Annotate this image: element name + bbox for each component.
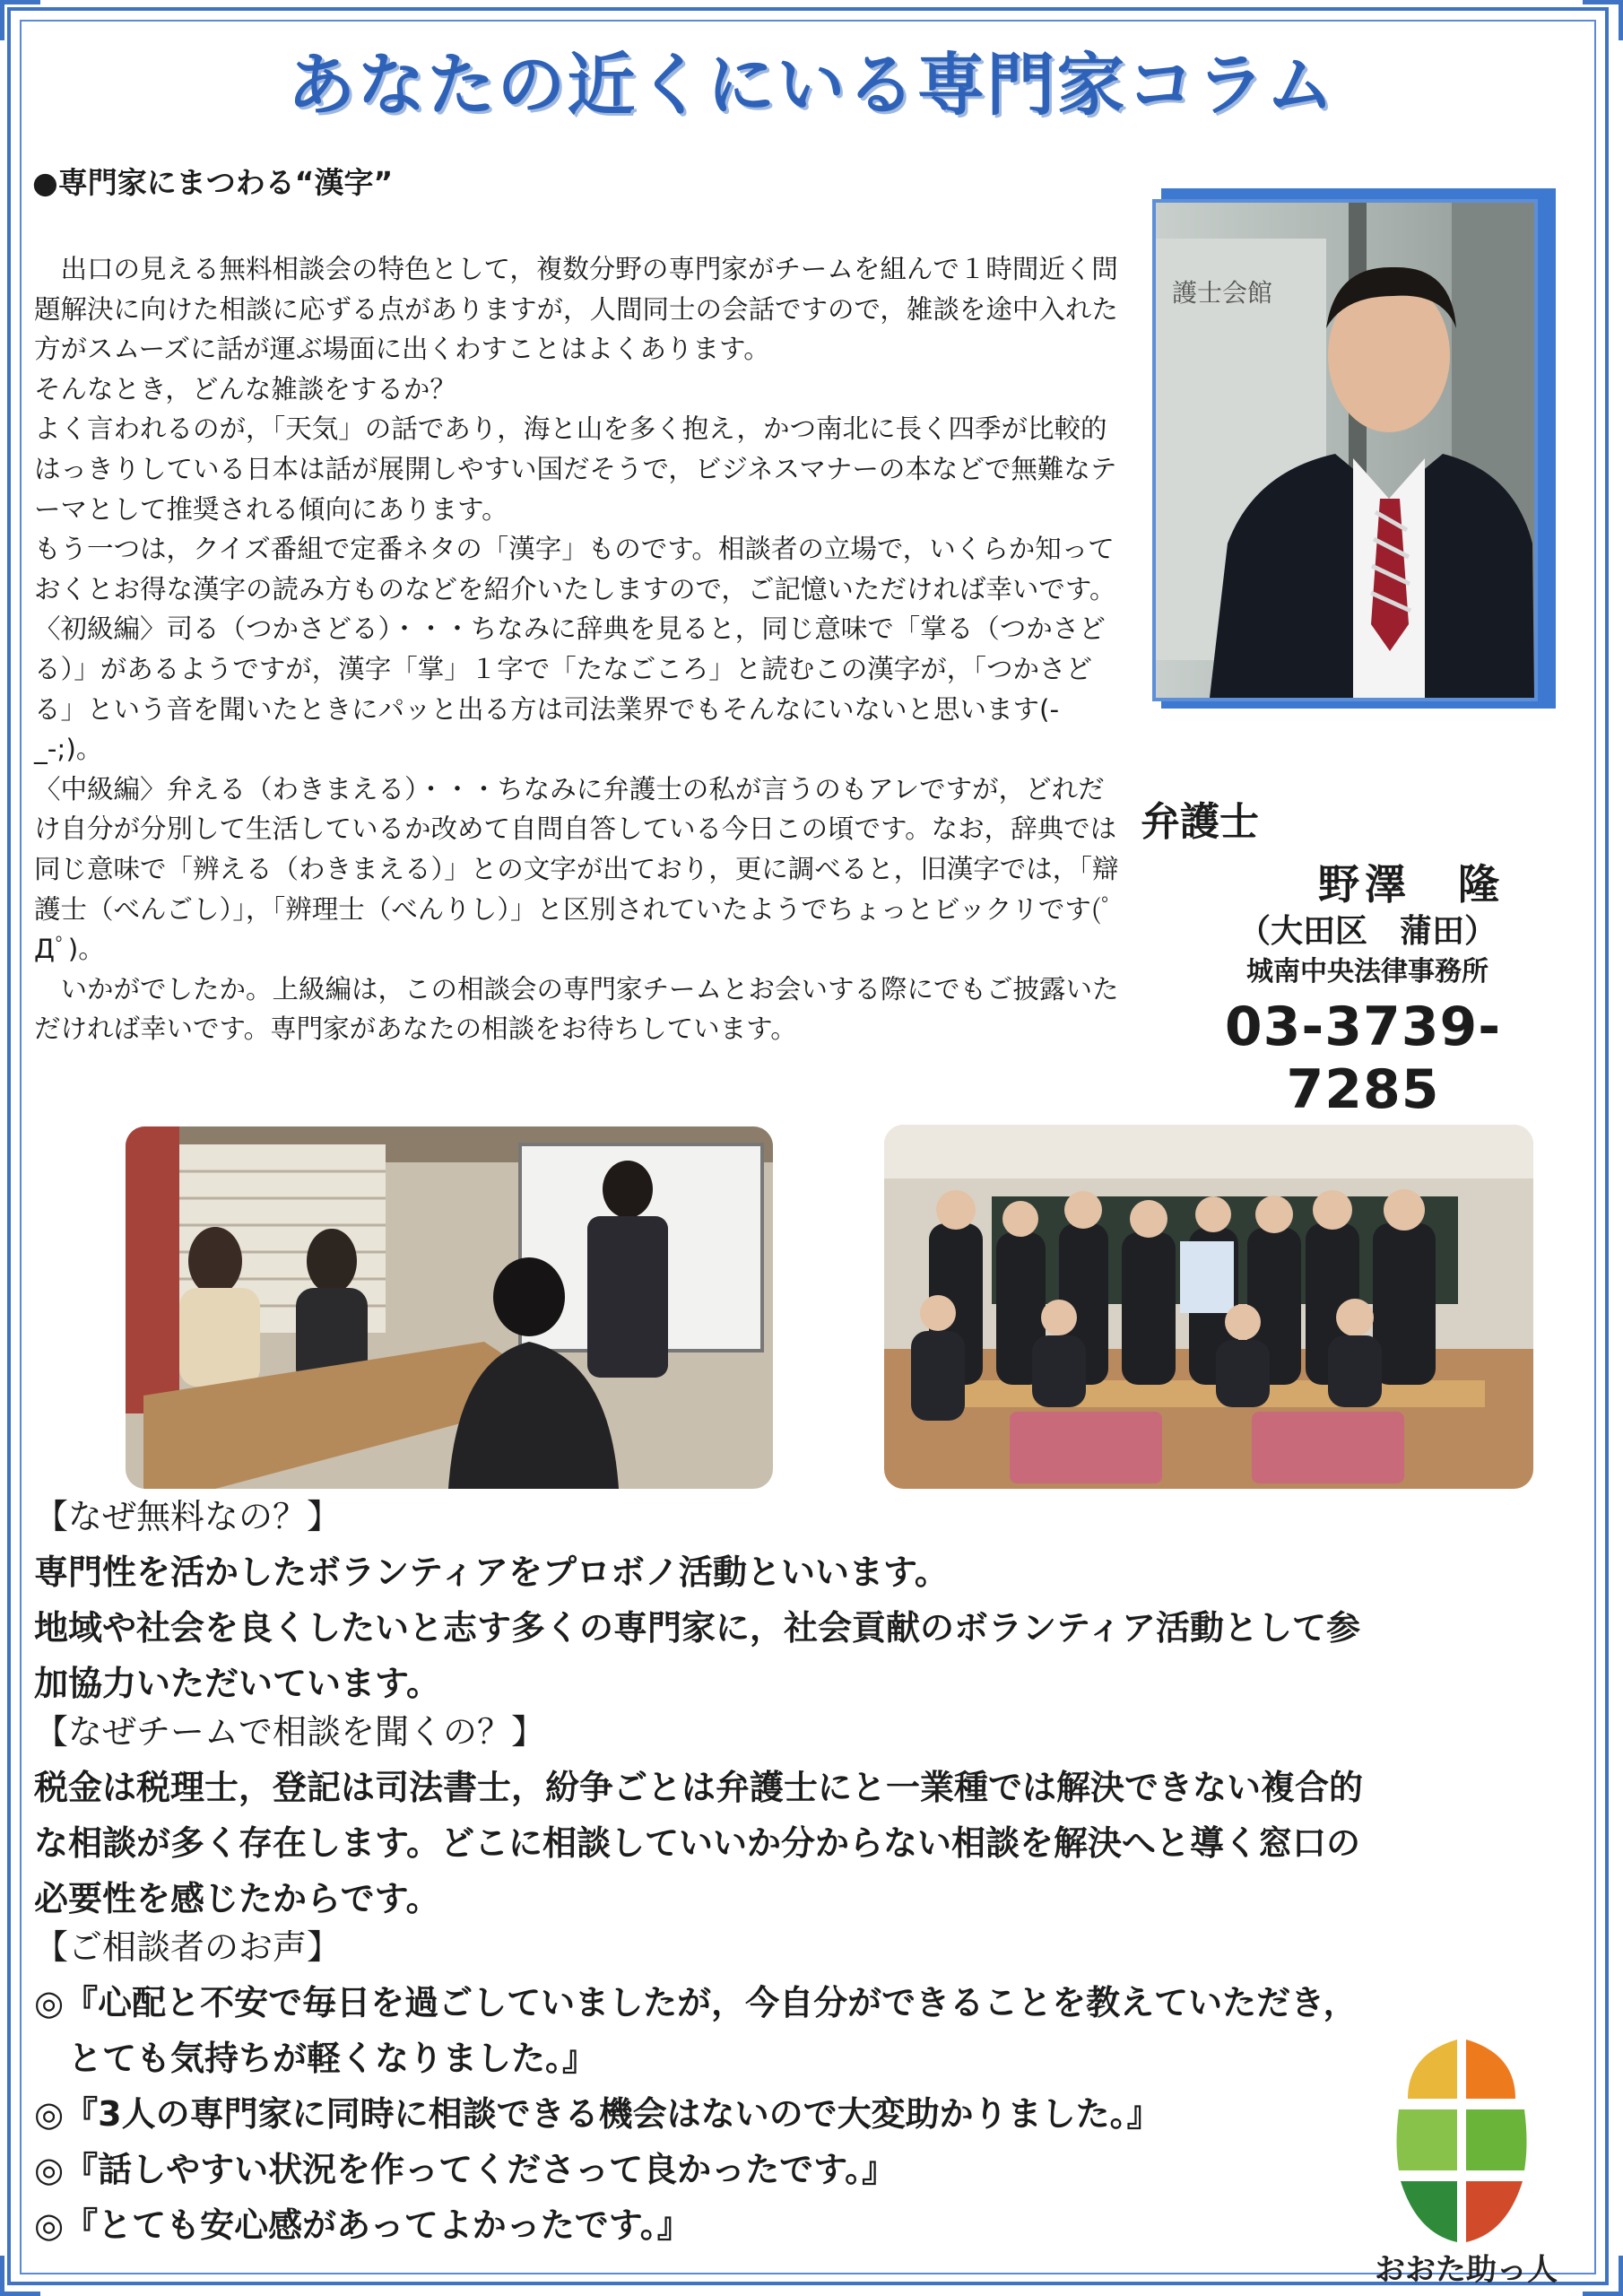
lawyer-portrait-photo [1152, 188, 1556, 709]
consultation-illustration [126, 1126, 773, 1489]
voice-line: ◎『とても安心感があってよかったです。』 [34, 2205, 691, 2245]
profile-name: 野澤 隆 [1318, 860, 1505, 909]
column-paragraph: 出口の見える無料相談会の特色として，複数分野の専門家がチームを組んで１時間近く問題解決に向けた相談に応ずる点がありますが，人間同士の会話ですので，雑談を途中入れた方がスムーズに話が運ぶ場面に出くわすことはよくあります。 [34, 254, 1118, 365]
section-heading: 【なぜ無料なの？】 [34, 1497, 342, 1536]
portrait-image [1152, 199, 1538, 701]
profile-area: （大田区 蒲田） [1237, 913, 1497, 950]
column-paragraph: よく言われるのが，「天気」の話であり，海と山を多く抱え，かつ南北に長く四季が比較的はっきりしている日本は話が展開しやすい国だそうで，ビジネスマナーの本などで無難なテーマとして推奨される傾向にあります。 [34, 413, 1117, 525]
section-why-free [34, 1489, 1558, 1711]
profile-phone: 03-3739-7285 [1224, 996, 1502, 1121]
section-heading: 【ご相談者のお声】 [34, 1927, 342, 1967]
column-paragraph: もう一つは，クイズ番組で定番ネタの「漢字」ものです。相談者の立場で，いくらか知っておくとお得な漢字の読み方ものなどを紹介いたしますので，ご記憶いただければ幸いです。 [34, 534, 1116, 604]
column-body [34, 249, 1119, 1049]
voice-line: ◎『3人の専門家に同時に相談できる機会はないので大変助かりました。』 [34, 2094, 1161, 2134]
group-photo [884, 1125, 1533, 1489]
section-line: 専門性を活かしたボランティアをプロボノ活動といいます。 [34, 1552, 949, 1592]
section-voices [34, 1919, 1558, 2253]
profile-title: 弁護士 [1141, 799, 1259, 845]
column-paragraph: 〈中級編〉弁える（わきまえる）・・・ちなみに弁護士の私が言うのもアレですが，どれだけ自分が分別して生活しているか改めて自問自答している今日この頃です。なお，辞典では同じ意味で「辨える（わきまえる）」との文字が出ており，更に調べると，旧漢字では，「辯護士（べんごし）」，「辨理士（べんりし）」と区別されていたようでちょっとビックリです(ﾟДﾟ)。 [34, 773, 1119, 965]
leaf-logo-icon [1345, 2036, 1587, 2287]
voice-line: とても気持ちが軽くなりました。』 [34, 2039, 597, 2078]
section-heading: 【なぜチームで相談を聞くの？】 [34, 1712, 546, 1752]
section-why-team [34, 1704, 1558, 1926]
section-line: 加協力いただいています。 [34, 1664, 440, 1703]
logo-text: おおた助っ人 [1375, 2252, 1558, 2287]
voice-line: ◎『話しやすい状況を作ってくださって良かったです。』 [34, 2150, 897, 2189]
profile-office: 城南中央法律事務所 [1246, 956, 1488, 987]
column-paragraph: いかがでしたか。上級編は，この相談会の専門家チームとお会いする際にでもご披露いただければ幸いです。専門家があなたの相談をお待ちしています。 [34, 973, 1119, 1045]
page-title: あなたの近くにいる専門家コラム [287, 45, 1336, 125]
voice-line: ◎『心配と不安で毎日を過ごしていましたが，今自分ができることを教えていただき， [34, 1983, 1358, 2022]
ota-sukette-logo [1345, 2036, 1587, 2287]
section-line: 地域や社会を良くしたいと志す多くの専門家に，社会貢献のボランティア活動として参 [34, 1608, 1360, 1648]
frame-corner [1583, 2256, 1623, 2296]
column-paragraph: 〈初級編〉司る（つかさどる）・・・ちなみに辞典を見ると，同じ意味で「掌る（つかさどる）」があるようですが，漢字「掌」１字で「たなごころ」と読むこの漢字が，「つかさどる」という音を聞いたときにパッと出る方は司法業界でもそんなにいないと思います(-_-;)。 [34, 613, 1106, 765]
section-line: 税金は税理士，登記は司法書士，紛争ごとは弁護士にと一業種では解決できない複合的 [34, 1768, 1364, 1807]
building-sign-text: 護士会館 [1172, 278, 1273, 308]
frame-corner [0, 2256, 40, 2296]
consultation-photo [126, 1126, 773, 1489]
column-paragraph: そんなとき，どんな雑談をするか？ [34, 373, 456, 404]
group-illustration [884, 1125, 1533, 1489]
portrait-illustration [1156, 203, 1534, 698]
column-subheading: ●専門家にまつわる“漢字” [32, 165, 394, 200]
section-line: な相談が多く存在します。どこに相談していいか分からない相談を解決へと導く窓口の [34, 1823, 1360, 1863]
section-line: 必要性を感じたからです。 [34, 1879, 440, 1918]
